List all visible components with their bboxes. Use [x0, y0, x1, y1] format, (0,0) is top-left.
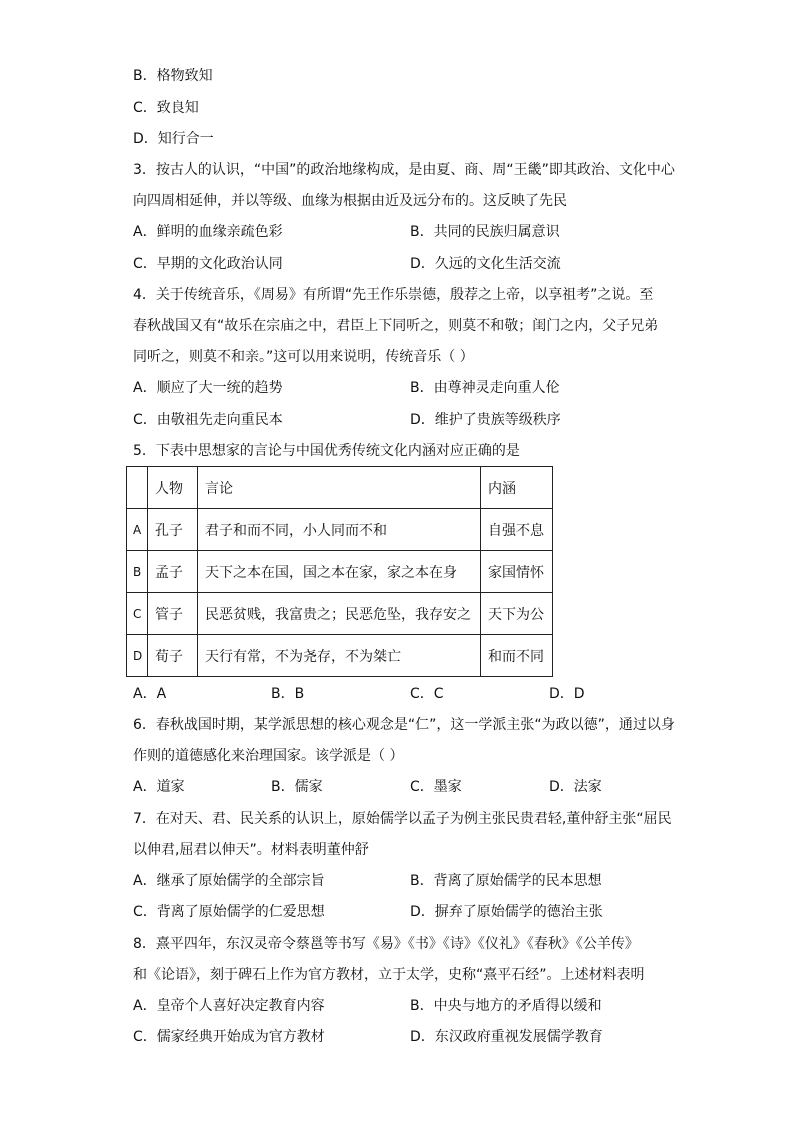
q6-stem-line-1: 6．春秋战国时期，某学派思想的核心观念是“仁”，这一学派主张“为政以德”，通过以身	[133, 717, 675, 733]
q6-option-d: D．法家	[549, 779, 602, 795]
q4-option-d: D．维护了贵族等级秩序	[410, 412, 561, 428]
table-cell: D	[127, 635, 148, 677]
q4-option-c: C．由敬祖先走向重民本	[133, 412, 283, 428]
q3-option-d: D．久远的文化生活交流	[410, 256, 561, 272]
table-cell: 君子和而不同，小人同而不和	[198, 509, 481, 551]
table-cell: 和而不同	[481, 635, 553, 677]
table-row	[127, 635, 553, 677]
q2-option-b: B．格物致知	[133, 68, 213, 84]
q4-option-a: A．顺应了大一统的趋势	[133, 380, 283, 396]
q3-option-a: A．鲜明的血缘亲疏色彩	[133, 224, 283, 240]
q2-option-c: C．致良知	[133, 100, 199, 116]
q6-option-c: C．墨家	[410, 779, 462, 795]
q3-stem-line-2: 向四周相延伸，并以等级、血缘为根据由近及远分布的。这反映了先民	[133, 193, 567, 209]
q6-option-a: A．道家	[133, 779, 185, 795]
q3-option-c: C．早期的文化政治认同	[133, 256, 283, 272]
table-cell: 荀子	[148, 635, 198, 677]
q7-stem-line-2: 以伸君,屈君以伸天”。材料表明董仲舒	[133, 842, 369, 858]
q8-stem-line-1: 8．熹平四年，东汉灵帝令蔡邕等书写《易》《书》《诗》《仪礼》《春秋》《公羊传》	[133, 936, 639, 952]
q8-option-a: A．皇帝个人喜好决定教育内容	[133, 998, 325, 1014]
q8-stem-line-2: 和《论语》，刻于碑石上作为官方教材，立于太学，史称“熹平石经”。上述材料表明	[133, 967, 645, 983]
table-row	[127, 593, 553, 635]
q5-option-d: D．D	[549, 686, 585, 702]
table-header-cell: 人物	[148, 467, 198, 509]
table-cell: 自强不息	[481, 509, 553, 551]
q7-option-a: A．继承了原始儒学的全部宗旨	[133, 873, 325, 889]
q4-stem-line-3: 同听之，则莫不和亲。”这可以用来说明，传统音乐（ ）	[133, 349, 474, 365]
q8-option-c: C．儒家经典开始成为官方教材	[133, 1029, 325, 1045]
q2-option-d: D．知行合一	[133, 131, 214, 147]
table-row	[127, 551, 553, 593]
q7-option-c: C．背离了原始儒学的仁爱思想	[133, 904, 325, 920]
q3-option-b: B．共同的民族归属意识	[410, 224, 560, 240]
q6-stem-line-2: 作则的道德感化来治理国家。该学派是（ ）	[133, 748, 404, 764]
q6-option-b: B．儒家	[271, 779, 323, 795]
table-cell: C	[127, 593, 148, 635]
table-cell: 天下之本在国，国之本在家，家之本在身	[198, 551, 481, 593]
q5-option-a: A．A	[133, 686, 167, 702]
table-cell: 天下为公	[481, 593, 553, 635]
table-cell: 孔子	[148, 509, 198, 551]
table-cell: 管子	[148, 593, 198, 635]
table-cell: 家国情怀	[481, 551, 553, 593]
table-cell: 民恶贫贱，我富贵之；民恶危坠，我存安之	[198, 593, 481, 635]
q5-option-c: C．C	[410, 686, 444, 702]
q5-table	[126, 466, 553, 677]
table-cell: B	[127, 551, 148, 593]
q4-stem-line-2: 春秋战国又有“故乐在宗庙之中，君臣上下同听之，则莫不和敬；闺门之内，父子兄弟	[133, 318, 659, 334]
table-header-row	[127, 467, 553, 509]
table-row	[127, 509, 553, 551]
table-cell: A	[127, 509, 148, 551]
q7-stem-line-1: 7．在对天、君、民关系的认识上，原始儒学以孟子为例主张民贵君轻,董仲舒主张“屈民	[133, 811, 672, 827]
table-header-cell: 内涵	[481, 467, 553, 509]
q4-stem-line-1: 4．关于传统音乐，《周易》有所谓“先王作乐崇德，殷荐之上帝，以享祖考”之说。至	[133, 287, 654, 303]
q7-option-b: B．背离了原始儒学的民本思想	[410, 873, 602, 889]
table-cell: 孟子	[148, 551, 198, 593]
table-cell: 天行有常，不为尧存，不为桀亡	[198, 635, 481, 677]
q5-option-b: B．B	[271, 686, 305, 702]
table-header-cell	[127, 467, 148, 509]
q5-stem: 5．下表中思想家的言论与中国优秀传统文化内涵对应正确的是	[133, 443, 520, 459]
q4-option-b: B．由尊神灵走向重人伦	[410, 380, 560, 396]
q8-option-b: B．中央与地方的矛盾得以缓和	[410, 998, 602, 1014]
table-header-cell: 言论	[198, 467, 481, 509]
q8-option-d: D．东汉政府重视发展儒学教育	[410, 1029, 603, 1045]
q7-option-d: D．摒弃了原始儒学的德治主张	[410, 904, 603, 920]
q3-stem-line-1: 3．按古人的认识，“中国”的政治地缘构成，是由夏、商、周“王畿”即其政治、文化中心	[133, 162, 675, 178]
